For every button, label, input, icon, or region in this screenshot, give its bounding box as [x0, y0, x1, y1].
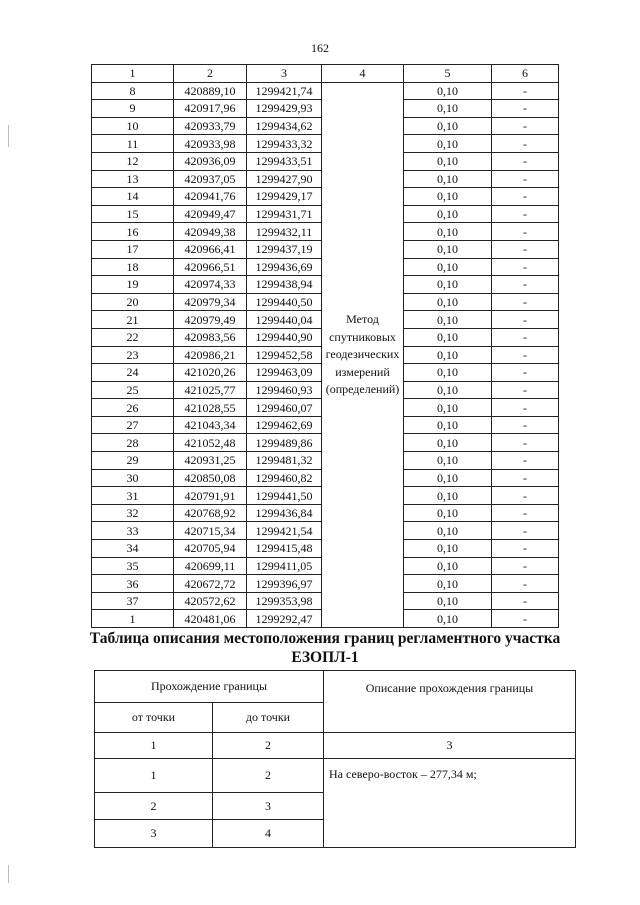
y-coordinate: 1299460,93: [247, 381, 322, 399]
x-coordinate: 420715,34: [174, 522, 247, 540]
point-number: 11: [92, 135, 174, 153]
x-coordinate: 421043,34: [174, 416, 247, 434]
from-point: 2: [95, 793, 213, 820]
y-coordinate: 1299431,71: [247, 205, 322, 223]
note-value: -: [492, 170, 559, 188]
from-point: 1: [95, 759, 213, 793]
accuracy-value: 0,10: [404, 188, 492, 206]
description-header: Описание прохождения границы: [324, 671, 576, 733]
accuracy-value: 0,10: [404, 223, 492, 241]
note-value: -: [492, 381, 559, 399]
accuracy-value: 0,10: [404, 152, 492, 170]
column-header: 6: [492, 65, 559, 83]
boundary-description-table: [94, 670, 576, 848]
note-value: -: [492, 293, 559, 311]
point-number: 16: [92, 223, 174, 241]
y-coordinate: 1299429,17: [247, 188, 322, 206]
point-number: 30: [92, 469, 174, 487]
x-coordinate: 420937,05: [174, 170, 247, 188]
point-number: 12: [92, 152, 174, 170]
point-number: 8: [92, 82, 174, 100]
accuracy-value: 0,10: [404, 452, 492, 470]
accuracy-value: 0,10: [404, 557, 492, 575]
x-coordinate: 421020,26: [174, 364, 247, 382]
note-value: -: [492, 452, 559, 470]
note-value: -: [492, 522, 559, 540]
accuracy-value: 0,10: [404, 135, 492, 153]
note-value: -: [492, 540, 559, 558]
point-number: 22: [92, 328, 174, 346]
note-value: -: [492, 117, 559, 135]
point-number: 37: [92, 592, 174, 610]
section-title-line-2: ЕЗОПЛ-1: [291, 649, 359, 666]
x-coordinate: 420986,21: [174, 346, 247, 364]
accuracy-value: 0,10: [404, 311, 492, 329]
x-coordinate: 420572,62: [174, 592, 247, 610]
accuracy-value: 0,10: [404, 276, 492, 294]
point-number: 31: [92, 487, 174, 505]
note-value: -: [492, 469, 559, 487]
y-coordinate: 1299440,90: [247, 328, 322, 346]
to-point: 3: [213, 793, 324, 820]
y-coordinate: 1299396,97: [247, 575, 322, 593]
note-value: -: [492, 416, 559, 434]
point-number: 13: [92, 170, 174, 188]
accuracy-value: 0,10: [404, 117, 492, 135]
x-coordinate: 420974,33: [174, 276, 247, 294]
point-number: 32: [92, 504, 174, 522]
y-coordinate: 1299421,74: [247, 82, 322, 100]
note-value: -: [492, 223, 559, 241]
point-number: 26: [92, 399, 174, 417]
point-number: 14: [92, 188, 174, 206]
point-number: 29: [92, 452, 174, 470]
accuracy-value: 0,10: [404, 416, 492, 434]
note-value: -: [492, 434, 559, 452]
x-coordinate: 421052,48: [174, 434, 247, 452]
point-number: 24: [92, 364, 174, 382]
accuracy-value: 0,10: [404, 346, 492, 364]
y-coordinate: 1299462,69: [247, 416, 322, 434]
from-point: 3: [95, 820, 213, 848]
x-coordinate: 420705,94: [174, 540, 247, 558]
point-number: 18: [92, 258, 174, 276]
note-value: -: [492, 399, 559, 417]
y-coordinate: 1299460,82: [247, 469, 322, 487]
y-coordinate: 1299415,48: [247, 540, 322, 558]
y-coordinate: 1299436,69: [247, 258, 322, 276]
point-number: 21: [92, 311, 174, 329]
y-coordinate: 1299292,47: [247, 610, 322, 628]
column-header: 1: [92, 65, 174, 83]
measurement-method: Метод спутниковых геодезических измерений (определений): [322, 82, 404, 627]
accuracy-value: 0,10: [404, 487, 492, 505]
y-coordinate: 1299438,94: [247, 276, 322, 294]
note-value: -: [492, 258, 559, 276]
accuracy-value: 0,10: [404, 381, 492, 399]
x-coordinate: 420889,10: [174, 82, 247, 100]
note-value: -: [492, 152, 559, 170]
note-value: -: [492, 188, 559, 206]
x-coordinate: 420481,06: [174, 610, 247, 628]
point-number: 34: [92, 540, 174, 558]
x-coordinate: 420791,91: [174, 487, 247, 505]
column-number: 1: [95, 733, 213, 759]
point-number: 1: [92, 610, 174, 628]
point-number: 9: [92, 100, 174, 118]
note-value: -: [492, 311, 559, 329]
x-coordinate: 420931,25: [174, 452, 247, 470]
accuracy-value: 0,10: [404, 100, 492, 118]
from-point-header: от точки: [95, 703, 213, 733]
note-value: -: [492, 276, 559, 294]
table-row: [92, 82, 559, 100]
accuracy-value: 0,10: [404, 82, 492, 100]
scan-edge-mark: [8, 125, 9, 147]
accuracy-value: 0,10: [404, 540, 492, 558]
y-coordinate: 1299433,32: [247, 135, 322, 153]
table-row: [95, 759, 576, 793]
y-coordinate: 1299452,58: [247, 346, 322, 364]
y-coordinate: 1299436,84: [247, 504, 322, 522]
accuracy-value: 0,10: [404, 469, 492, 487]
y-coordinate: 1299427,90: [247, 170, 322, 188]
y-coordinate: 1299434,62: [247, 117, 322, 135]
accuracy-value: 0,10: [404, 592, 492, 610]
y-coordinate: 1299440,50: [247, 293, 322, 311]
note-value: -: [492, 240, 559, 258]
accuracy-value: 0,10: [404, 293, 492, 311]
point-number: 33: [92, 522, 174, 540]
accuracy-value: 0,10: [404, 170, 492, 188]
column-header: 5: [404, 65, 492, 83]
column-header: 2: [174, 65, 247, 83]
note-value: -: [492, 364, 559, 382]
x-coordinate: 420949,38: [174, 223, 247, 241]
y-coordinate: 1299421,54: [247, 522, 322, 540]
y-coordinate: 1299437,19: [247, 240, 322, 258]
accuracy-value: 0,10: [404, 205, 492, 223]
x-coordinate: 420850,08: [174, 469, 247, 487]
accuracy-value: 0,10: [404, 575, 492, 593]
note-value: -: [492, 487, 559, 505]
note-value: -: [492, 346, 559, 364]
point-number: 36: [92, 575, 174, 593]
y-coordinate: 1299441,50: [247, 487, 322, 505]
section-title-line-1: Таблица описания местоположения границ регламентного участка: [89, 630, 561, 647]
y-coordinate: 1299481,32: [247, 452, 322, 470]
coordinates-table: [91, 64, 559, 628]
note-value: -: [492, 135, 559, 153]
x-coordinate: 420699,11: [174, 557, 247, 575]
to-point: 4: [213, 820, 324, 848]
accuracy-value: 0,10: [404, 328, 492, 346]
x-coordinate: 420941,76: [174, 188, 247, 206]
point-number: 10: [92, 117, 174, 135]
accuracy-value: 0,10: [404, 364, 492, 382]
x-coordinate: 420949,47: [174, 205, 247, 223]
x-coordinate: 421025,77: [174, 381, 247, 399]
column-header: 4: [322, 65, 404, 83]
x-coordinate: 420672,72: [174, 575, 247, 593]
note-value: -: [492, 328, 559, 346]
point-number: 17: [92, 240, 174, 258]
point-number: 23: [92, 346, 174, 364]
y-coordinate: 1299433,51: [247, 152, 322, 170]
column-header: 3: [247, 65, 322, 83]
y-coordinate: 1299353,98: [247, 592, 322, 610]
y-coordinate: 1299432,11: [247, 223, 322, 241]
header-row: [92, 65, 559, 83]
point-number: 28: [92, 434, 174, 452]
note-value: -: [492, 557, 559, 575]
x-coordinate: 420966,51: [174, 258, 247, 276]
x-coordinate: 420966,41: [174, 240, 247, 258]
x-coordinate: 420983,56: [174, 328, 247, 346]
x-coordinate: 420936,09: [174, 152, 247, 170]
note-value: -: [492, 205, 559, 223]
x-coordinate: 420979,49: [174, 311, 247, 329]
to-point: 2: [213, 759, 324, 793]
note-value: -: [492, 504, 559, 522]
accuracy-value: 0,10: [404, 240, 492, 258]
point-number: 27: [92, 416, 174, 434]
x-coordinate: 420933,98: [174, 135, 247, 153]
y-coordinate: 1299463,09: [247, 364, 322, 382]
column-number: 3: [324, 733, 576, 759]
accuracy-value: 0,10: [404, 504, 492, 522]
y-coordinate: 1299411,05: [247, 557, 322, 575]
y-coordinate: 1299489,86: [247, 434, 322, 452]
point-number: 19: [92, 276, 174, 294]
x-coordinate: 420933,79: [174, 117, 247, 135]
scan-edge-mark: [8, 865, 9, 883]
point-number: 15: [92, 205, 174, 223]
note-value: -: [492, 100, 559, 118]
note-value: -: [492, 592, 559, 610]
note-value: -: [492, 575, 559, 593]
boundary-description: На северо-восток – 277,34 м;: [324, 759, 576, 848]
accuracy-value: 0,10: [404, 434, 492, 452]
x-coordinate: 421028,55: [174, 399, 247, 417]
x-coordinate: 420917,96: [174, 100, 247, 118]
to-point-header: до точки: [213, 703, 324, 733]
x-coordinate: 420979,34: [174, 293, 247, 311]
y-coordinate: 1299460,07: [247, 399, 322, 417]
accuracy-value: 0,10: [404, 399, 492, 417]
point-number: 25: [92, 381, 174, 399]
column-number: 2: [213, 733, 324, 759]
section-title: [80, 629, 570, 667]
page-number: 162: [311, 41, 329, 55]
y-coordinate: 1299429,93: [247, 100, 322, 118]
y-coordinate: 1299440,04: [247, 311, 322, 329]
accuracy-value: 0,10: [404, 258, 492, 276]
note-value: -: [492, 82, 559, 100]
note-value: -: [492, 610, 559, 628]
point-number: 35: [92, 557, 174, 575]
accuracy-value: 0,10: [404, 522, 492, 540]
x-coordinate: 420768,92: [174, 504, 247, 522]
accuracy-value: 0,10: [404, 610, 492, 628]
passage-header: Прохождение границы: [95, 671, 324, 703]
point-number: 20: [92, 293, 174, 311]
